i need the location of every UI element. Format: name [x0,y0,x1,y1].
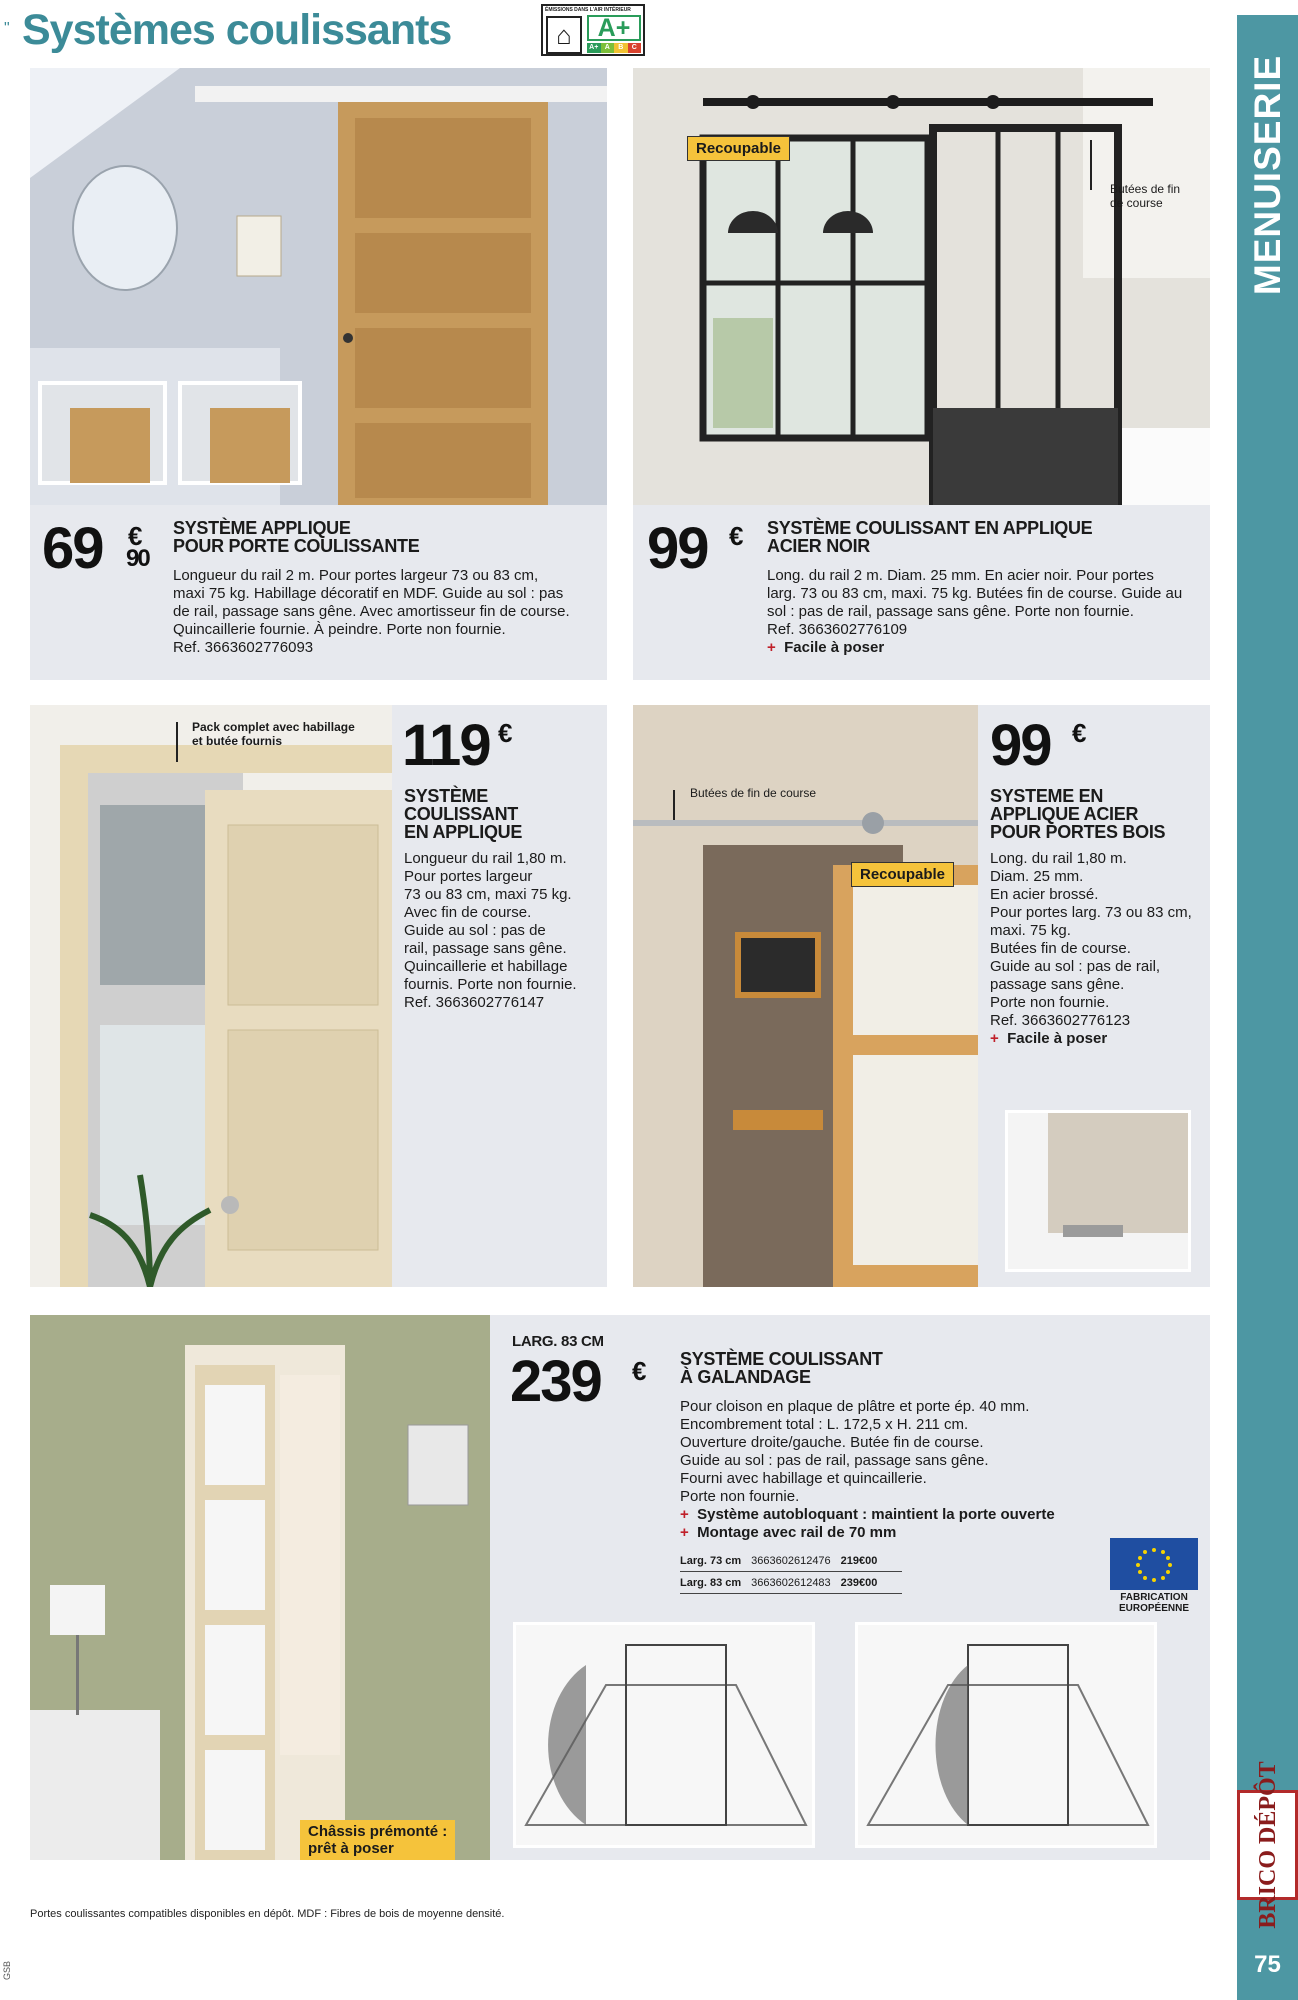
plus-icon: + [990,1030,999,1047]
desc-line: maxi 75 kg. Habillage décoratif en MDF. Guide au sol : pas [173,585,564,602]
plus-icon: + [680,1524,689,1541]
bathroom-door-illustration [30,68,607,505]
product-5-diagram-2 [855,1622,1157,1848]
desc-line: Pour portes larg. 73 ou 83 cm, [990,904,1192,921]
product-4-name-line3: POUR PORTES BOIS [990,822,1166,842]
product-2-feature [767,639,1182,657]
product-2-callout-line [1090,140,1092,190]
house-icon: ⌂ [546,16,582,54]
product-5-name-line1: SYSTÈME COULISSANT [680,1349,883,1369]
ref-price: 239€00 [840,1576,878,1589]
product-4-floor-guide-photo [1005,1110,1191,1272]
desc-line: passage sans gêne. [990,976,1125,993]
product-2-panel [633,505,1210,680]
energy-label-header: ÉMISSIONS DANS L'AIR INTÉRIEUR [545,7,631,13]
brand-logo [1237,1761,1298,1929]
product-2-ref: Ref. 3663602776109 [767,621,908,638]
desc-line: Long. du rail 2 m. Diam. 25 mm. En acier noir. Pour portes [767,567,1154,584]
product-5-price-int: 239 [510,1349,601,1414]
product-3-price-currency: € [498,718,511,748]
product-5-size-label: LARG. 83 CM [512,1333,604,1350]
energy-scale-a-plus: A+ [587,43,601,53]
energy-scale-a: A [601,43,615,53]
product-4-tag-recoupable: Recoupable [851,862,954,887]
product-5-diagram-1 [513,1622,815,1848]
callout-line: de course [1110,196,1163,210]
ref-code: 3663602612476 [751,1554,831,1567]
desc-line: Porte non fournie. [990,994,1110,1011]
product-2-photo [633,68,1210,505]
product-4-description [990,850,1192,1048]
ref-table-row [680,1572,902,1594]
brand-logo-text: BRICO DÉPÔT [1254,1761,1281,1929]
product-3-price-int: 119 [402,713,490,778]
feature-text: Système autobloquant : maintient la porte ouverte [697,1506,1055,1523]
desc-line: Fourni avec habillage et quincaillerie. [680,1470,927,1487]
ref-price: 219€00 [840,1554,878,1567]
desc-line: Longueur du rail 1,80 m. [404,850,567,867]
product-4-name-line1: SYSTEME EN [990,786,1104,806]
product-3-name-line1: SYSTÈME [404,786,488,806]
ref-size: Larg. 83 cm [680,1576,742,1589]
desc-line: Pour cloison en plaque de plâtre et porte ép. 40 mm. [680,1398,1030,1415]
desc-line: Guide au sol : pas de [404,922,546,939]
feature-text: Facile à poser [784,639,885,656]
product-5-photo [30,1315,490,1860]
tag-line: prêt à poser [308,1840,394,1857]
desc-line: larg. 73 ou 83 cm, maxi. 75 kg. Butées fin de course. Guide au [767,585,1183,602]
galandage-door-illustration [30,1315,490,1860]
plus-icon: + [680,1506,689,1523]
desc-line: de rail, passage sans gêne. Avec amortisseur fin de course. [173,603,570,620]
product-1-price-int: 69 [42,516,103,581]
desc-line: Porte non fournie. [680,1488,800,1505]
desc-line: Quincaillerie et habillage [404,958,568,975]
galandage-diagram-illustration [858,1625,1154,1845]
category-text: MENUISERIE [1246,54,1288,296]
side-code: GSB [2,1960,12,1980]
desc-line: Guide au sol : pas de rail, passage sans gêne. [680,1452,989,1469]
category-sidebar [1237,15,1298,2000]
energy-scale-c: C [628,43,642,53]
product-4-callout-line [673,790,675,820]
eu-label-line: FABRICATION [1120,1592,1188,1603]
category-label [1237,40,1298,310]
product-1-panel [30,505,607,680]
product-1-price-cents: 90 [126,545,149,572]
desc-line: Encombrement total : L. 172,5 x H. 211 cm. [680,1416,969,1433]
energy-scale [587,43,641,53]
product-4-name-line2: APPLIQUE ACIER [990,804,1139,824]
product-5-feature [680,1524,1055,1542]
eu-label [1106,1592,1202,1614]
product-1-photo [30,68,607,505]
desc-line: Avec fin de course. [404,904,532,921]
product-5-feature [680,1506,1055,1524]
product-3-name-line3: EN APPLIQUE [404,822,523,842]
product-2-price-currency: € [729,521,742,551]
page-number: 75 [1254,1951,1281,1978]
product-2-description [767,567,1182,657]
product-2-name-line2: ACIER NOIR [767,536,871,556]
product-3-callout-line [176,722,178,762]
callout-line: Butées de fin [1110,182,1181,196]
sliding-door-frame-illustration [30,705,392,1287]
black-steel-door-illustration [633,68,1210,505]
product-1-description [173,567,570,657]
eu-label-line: EUROPÉENNE [1118,1603,1189,1614]
callout-line: et butée fournis [192,734,283,748]
energy-scale-b: B [614,43,628,53]
product-5-price-currency: € [632,1356,645,1386]
desc-line: 73 ou 83 cm, maxi 75 kg. [404,886,572,903]
tag-line: Châssis prémonté : [308,1823,448,1840]
product-4-price-int: 99 [990,713,1051,778]
product-3-ref: Ref. 3663602776147 [404,994,545,1011]
desc-line: fournis. Porte non fournie. [404,976,577,993]
product-5-tag [300,1820,455,1860]
product-1-ref: Ref. 3663602776093 [173,639,314,656]
product-5-description [680,1398,1055,1542]
energy-grade: A+ [587,15,641,41]
product-4-price-currency: € [1072,718,1085,748]
product-2-callout [1110,182,1180,210]
desc-line: En acier brossé. [990,886,1099,903]
title-mark: " [4,20,10,37]
desc-line: Longueur du rail 2 m. Pour portes largeur 73 ou 83 cm, [173,567,539,584]
ref-code: 3663602612483 [751,1576,831,1589]
desc-line: sol : pas de rail, passage sans gêne. Porte non fournie. [767,603,1134,620]
product-1-name-line2: POUR PORTE COULISSANTE [173,536,420,556]
desc-line: Ouverture droite/gauche. Butée fin de course. [680,1434,984,1451]
desc-line: maxi. 75 kg. [990,922,1071,939]
desc-line: Long. du rail 1,80 m. [990,850,1127,867]
product-5-ref-table [680,1550,902,1594]
desc-line: Quincaillerie fournie. À peindre. Porte non fournie. [173,621,506,638]
eu-flag-icon [1110,1538,1198,1590]
callout-line: Pack complet avec habillage [192,720,355,734]
desc-line: Diam. 25 mm. [990,868,1084,885]
product-2-price-int: 99 [647,516,708,581]
product-3-photo [30,705,392,1287]
desc-line: rail, passage sans gêne. [404,940,567,957]
feature-text: Facile à poser [1007,1030,1108,1047]
page-title: Systèmes coulissants [22,6,452,54]
floor-guide-illustration [1008,1113,1188,1269]
energy-label [541,4,645,56]
product-5-name-line2: À GALANDAGE [680,1367,811,1387]
product-3-name-line2: COULISSANT [404,804,519,824]
desc-line: Butées fin de course. [990,940,1131,957]
desc-line: Pour portes largeur [404,868,533,885]
ref-table-row [680,1550,902,1572]
product-3-callout [192,720,355,748]
product-4-feature [990,1030,1192,1048]
eu-stars-icon [1110,1538,1198,1590]
product-2-tag-recoupable: Recoupable [687,136,790,161]
desc-line: Guide au sol : pas de rail, [990,958,1161,975]
plus-icon: + [767,639,776,656]
product-3-description [404,850,577,1012]
product-1-name-line1: SYSTÈME APPLIQUE [173,518,351,538]
footnote: Portes coulissantes compatibles disponibles en dépôt. MDF : Fibres de bois de moyenne densité. [30,1908,505,1920]
product-4-ref: Ref. 3663602776123 [990,1012,1131,1029]
ref-size: Larg. 73 cm [680,1554,742,1567]
feature-text: Montage avec rail de 70 mm [697,1524,897,1541]
product-2-name-line1: SYSTÈME COULISSANT EN APPLIQUE [767,518,1093,538]
galandage-diagram-illustration [516,1625,812,1845]
product-1-price-currency: € [128,521,141,551]
product-4-callout: Butées de fin de course [690,786,817,800]
